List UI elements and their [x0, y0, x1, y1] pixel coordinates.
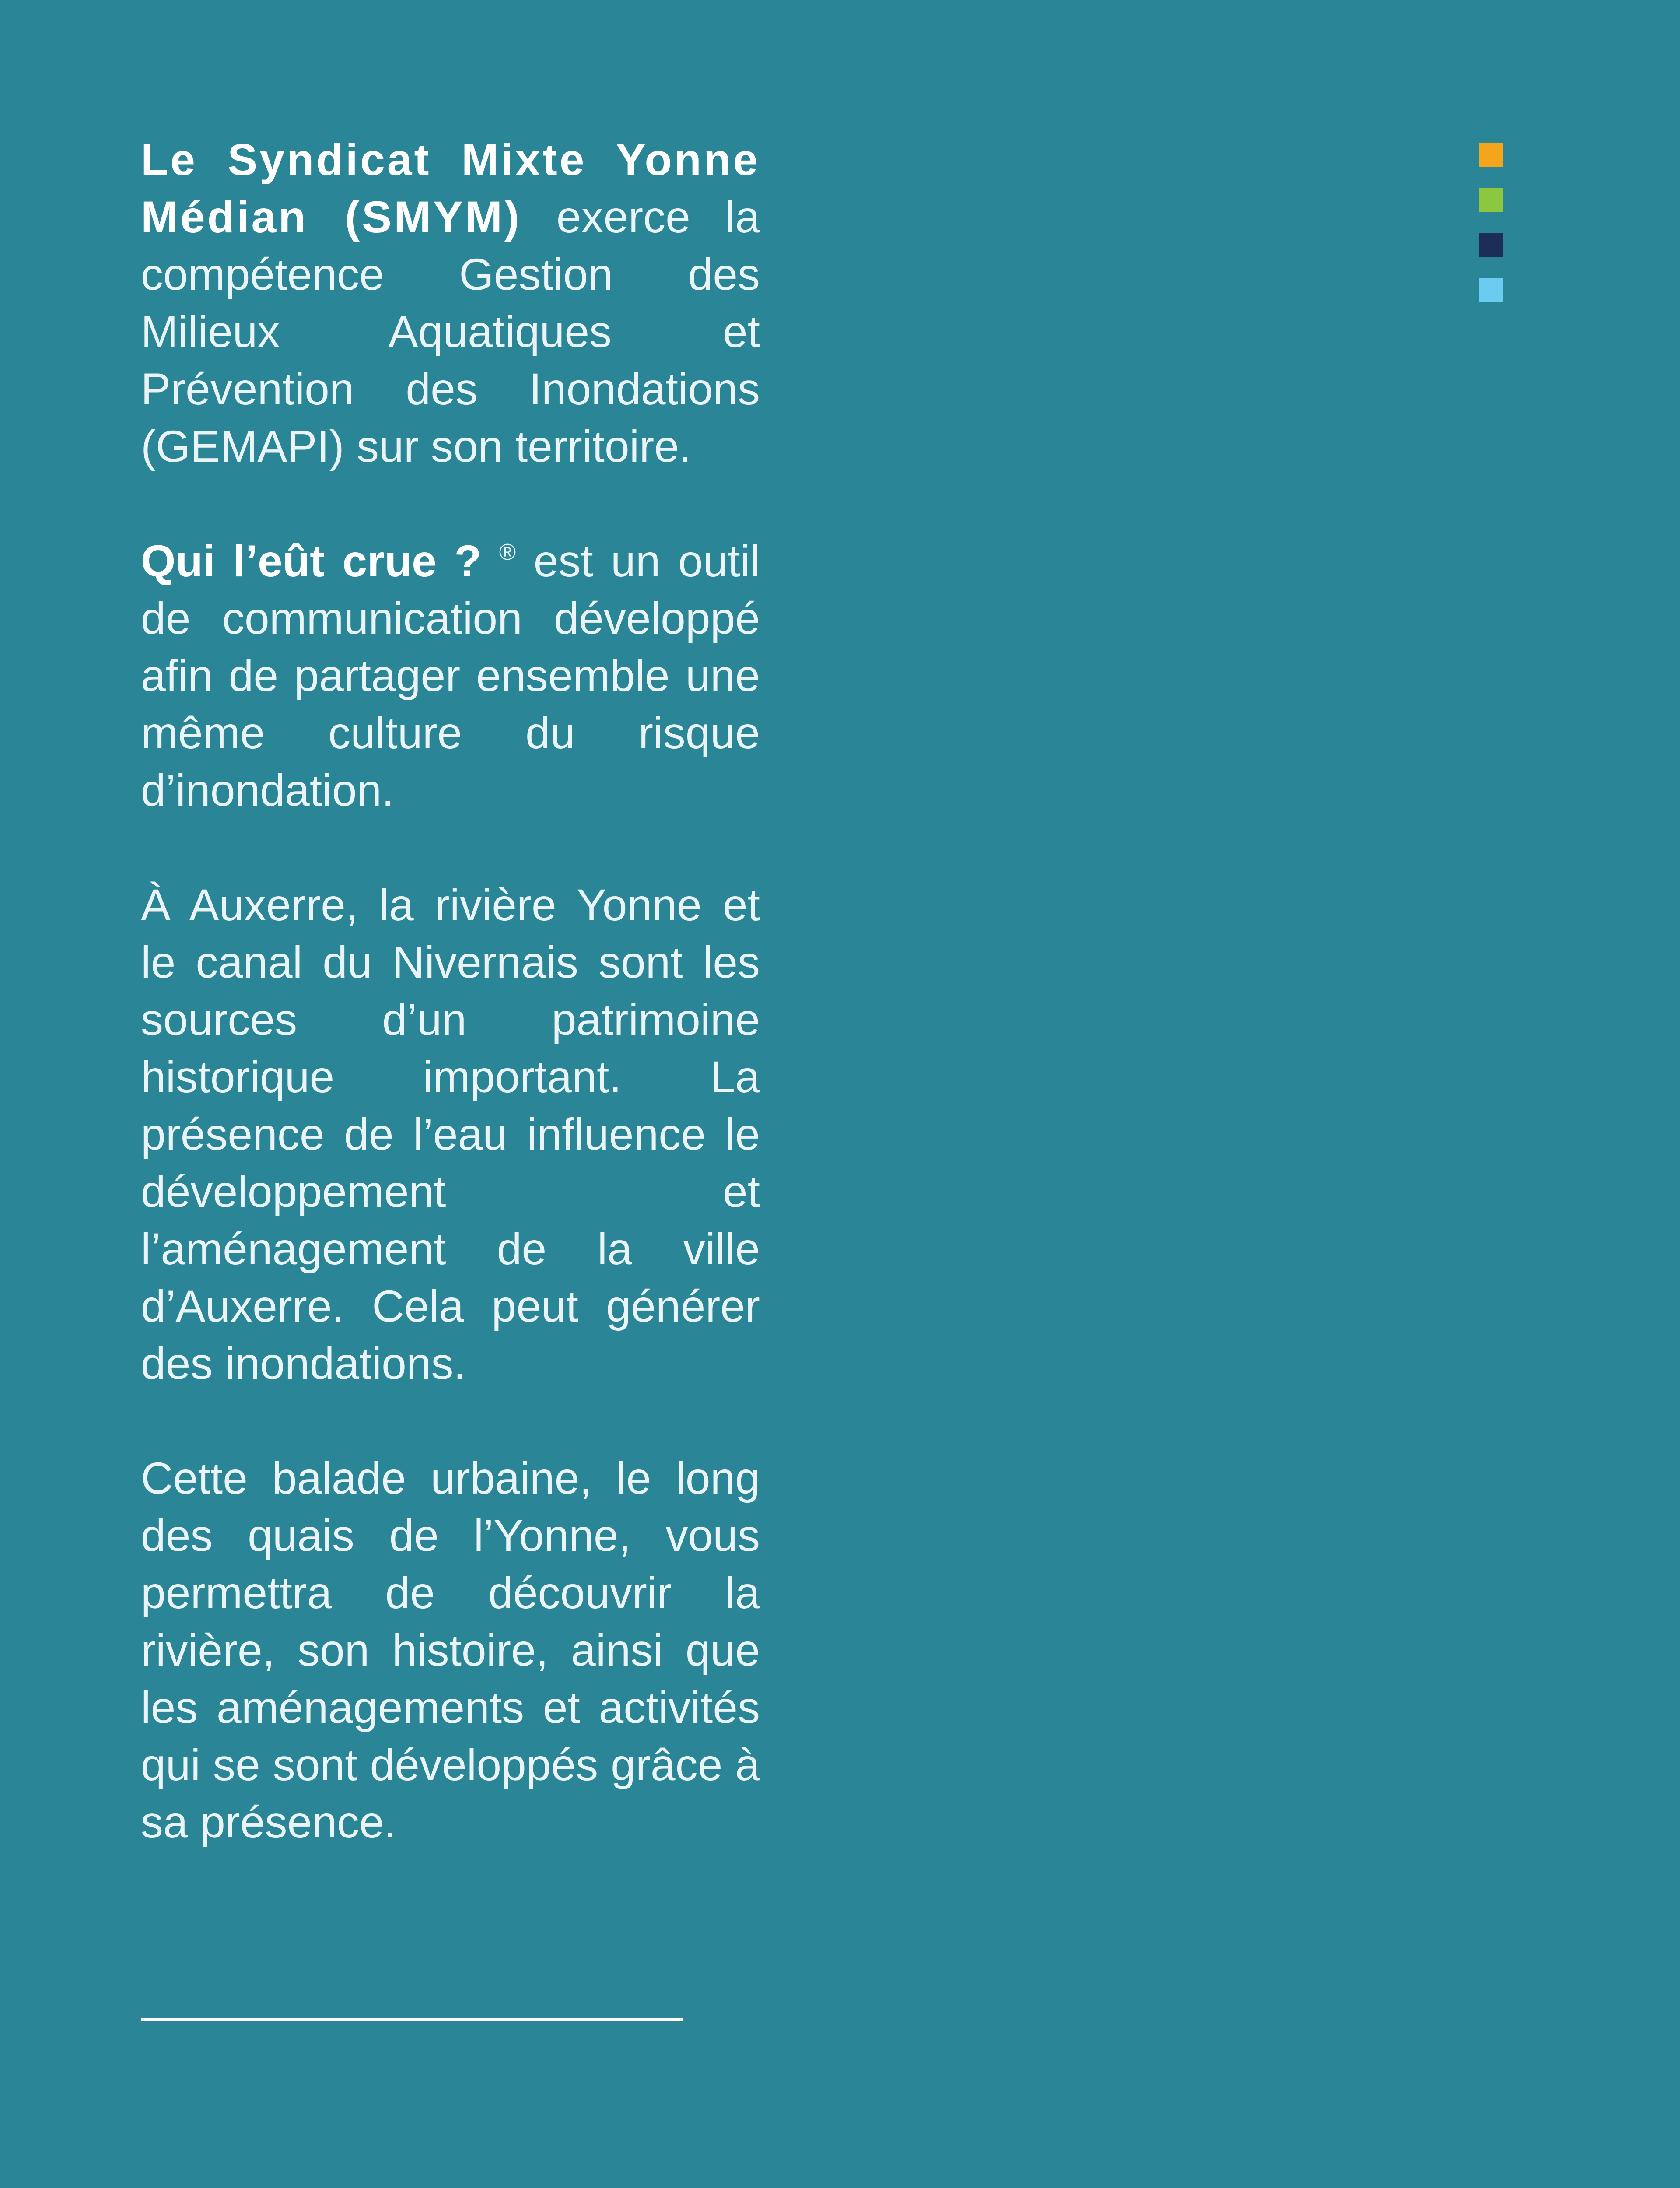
registered-mark: ® — [499, 540, 516, 565]
smym-paragraph — [141, 131, 760, 475]
intro-text-column — [141, 131, 760, 1851]
divider-line — [141, 2018, 682, 2021]
smym-name: Le Syndicat Mixte Yonne Médian (SMYM) — [141, 135, 760, 242]
swatch-green — [1479, 188, 1503, 212]
walk-paragraph: Cette balade urbaine, le long des quais de l’Yonne, vous permettra de découvrir la rivière, son histoire, ainsi que les aménagements et activités qui se sont développés grâce à sa présence. — [141, 1453, 760, 1847]
tool-name: Qui l’eût crue ? — [141, 536, 482, 586]
tool-description: est un outil de communication développé afin de partager ensemble une même culture du risque d’inondation. — [141, 536, 760, 815]
swatch-sky — [1479, 278, 1503, 302]
color-swatches — [1479, 143, 1503, 323]
tool-paragraph — [141, 533, 760, 819]
smym-description: exerce la compétence Gestion des Milieux Aquatiques et Prévention des Inondations (GEMAPI) sur son territoire. — [141, 192, 760, 471]
auxerre-paragraph: À Auxerre, la rivière Yonne et le canal du Nivernais sont les sources d’un patrimoine historique important. La présence de l’eau influence le développement et l’aménagement de la ville d’Auxerre. Cela peut générer des inondations. — [141, 880, 760, 1389]
swatch-orange — [1479, 143, 1503, 167]
swatch-navy — [1479, 233, 1503, 257]
